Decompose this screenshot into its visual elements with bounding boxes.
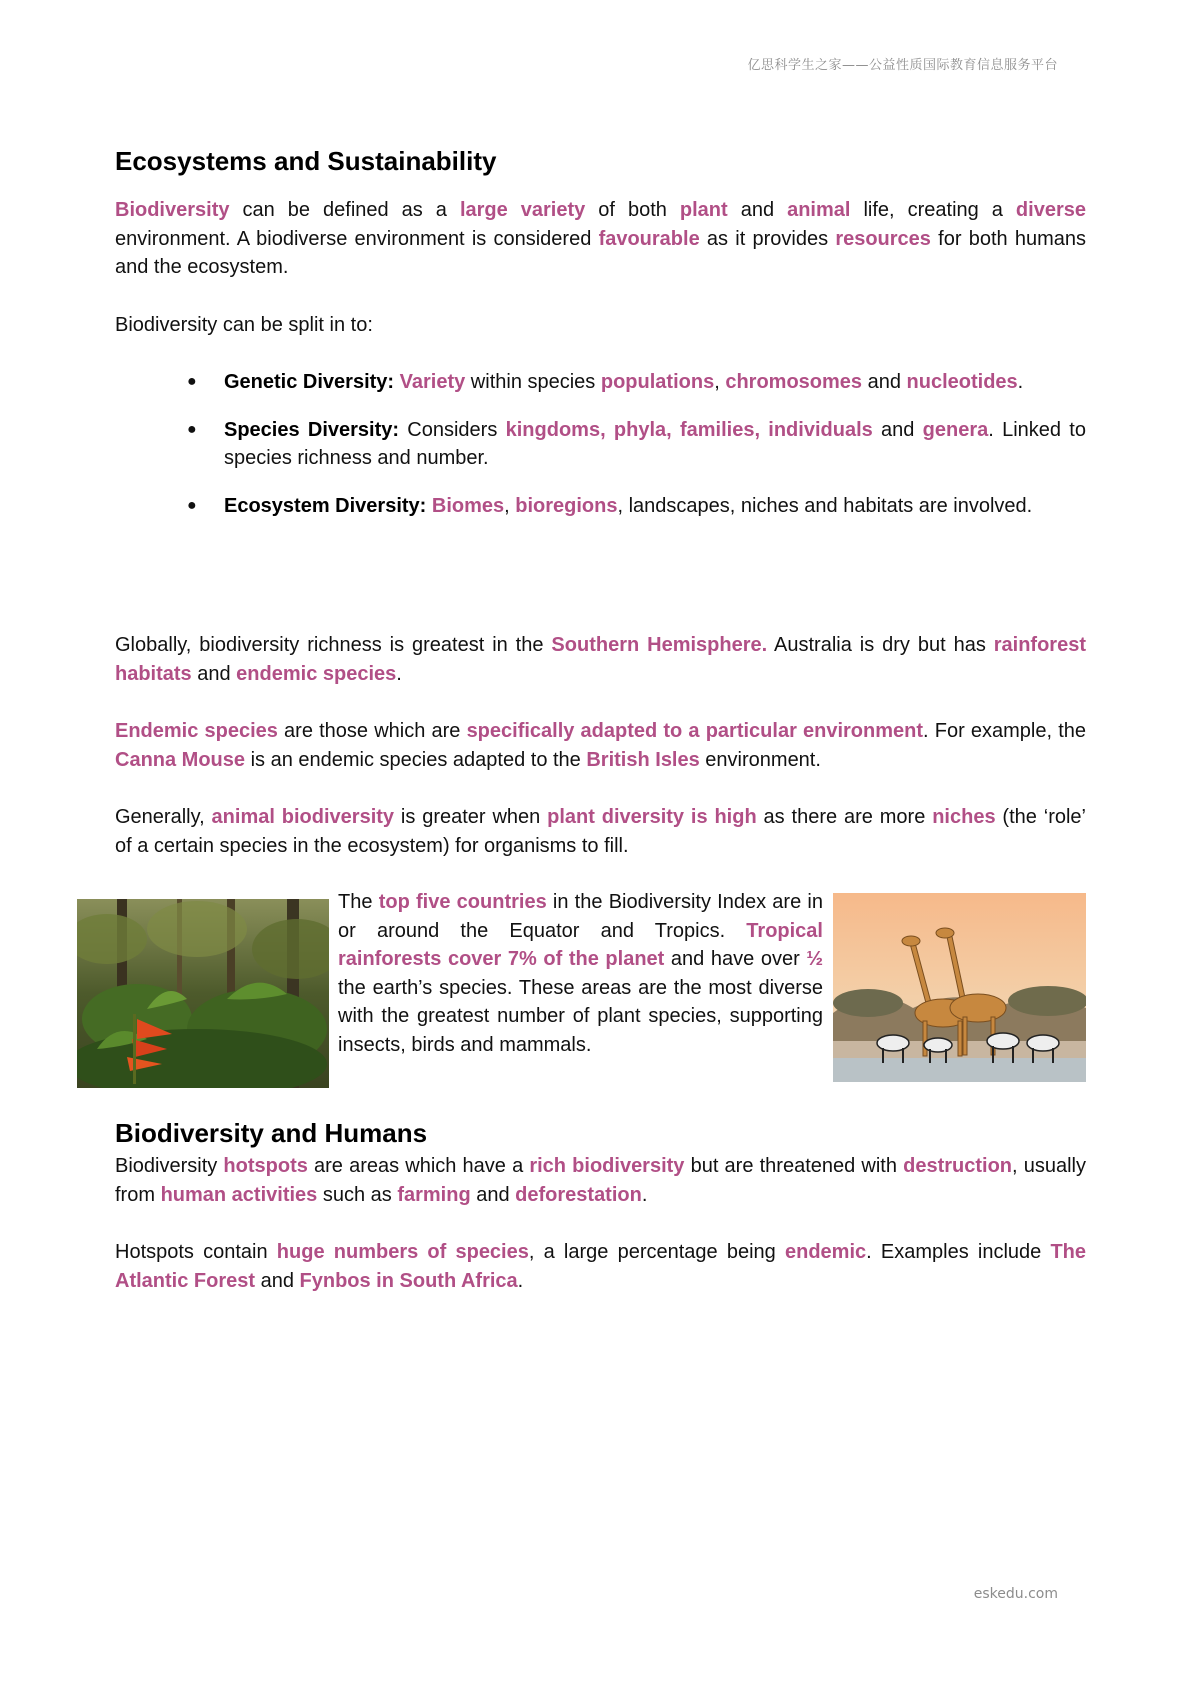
paragraph-animal-biodiversity: Generally, animal biodiversity is greater when plant diversity is high as there are more niches (the ‘role’ of a certain species in the ecosystem) for organisms to fill.: [115, 806, 1086, 857]
paragraph-biodiversity-definition: Biodiversity can be defined as a large variety of both plant and animal life, creating a diverse environment. A biodiverse environment is considered favourable as it provides resources for both humans and the ecosystem.: [115, 199, 1087, 278]
savanna-image: [833, 893, 1086, 1082]
paragraph-split-intro: Biodiversity can be split in to:: [115, 314, 373, 336]
header-note: 亿思科学生之家——公益性质国际教育信息服务平台: [747, 58, 1058, 73]
paragraph-hotspots: Biodiversity hotspots are areas which have a rich biodiversity but are threatened with destruction, usually from human activities such as farming and deforestation.: [115, 1155, 1086, 1206]
rainforest-image: [77, 899, 329, 1088]
paragraph-endemic-species: Endemic species are those which are specifically adapted to a particular environment. For example, the Canna Mouse is an endemic species adapted to the British Isles environment.: [115, 720, 1087, 771]
footer-note: eskedu.com: [973, 1586, 1058, 1602]
savanna-illustration: [833, 893, 1086, 1082]
bullet-icon: ●: [187, 496, 197, 514]
list-item-species-diversity: ● Species Diversity: Considers kingdoms, phyla, families, individuals and genera. Linked to species richness and number.: [115, 416, 1086, 473]
section-title-ecosystems: Ecosystems and Sustainability: [115, 146, 497, 176]
paragraph-hotspot-examples: Hotspots contain huge numbers of species, a large percentage being endemic. Examples include The Atlantic Forest and Fynbos in South Africa.: [115, 1241, 1087, 1292]
list-item-genetic-diversity: ● Genetic Diversity: Variety within species populations, chromosomes and nucleotides.: [115, 368, 1086, 397]
paragraph-tropics: The top five countries in the Biodiversity Index are in or around the Equator and Tropics. Tropical rainforests cover 7% of the planet and have over ½ the earth’s species. These areas are the most diverse with the greatest number of plant species, supporting insects, birds and mammals.: [338, 891, 824, 1056]
list-item-ecosystem-diversity: ● Ecosystem Diversity: Biomes, bioregions, landscapes, niches and habitats are involved.: [115, 492, 1086, 521]
bullet-icon: ●: [187, 373, 197, 390]
bullet-icon: ●: [187, 420, 197, 438]
rainforest-illustration: [77, 899, 329, 1088]
paragraph-southern-hemisphere: Globally, biodiversity richness is greatest in the Southern Hemisphere. Australia is dry but has rainforest habitats and endemic species.: [115, 634, 1086, 685]
diversity-list: [115, 368, 1086, 539]
section-title-humans: Biodiversity and Humans: [115, 1118, 428, 1148]
